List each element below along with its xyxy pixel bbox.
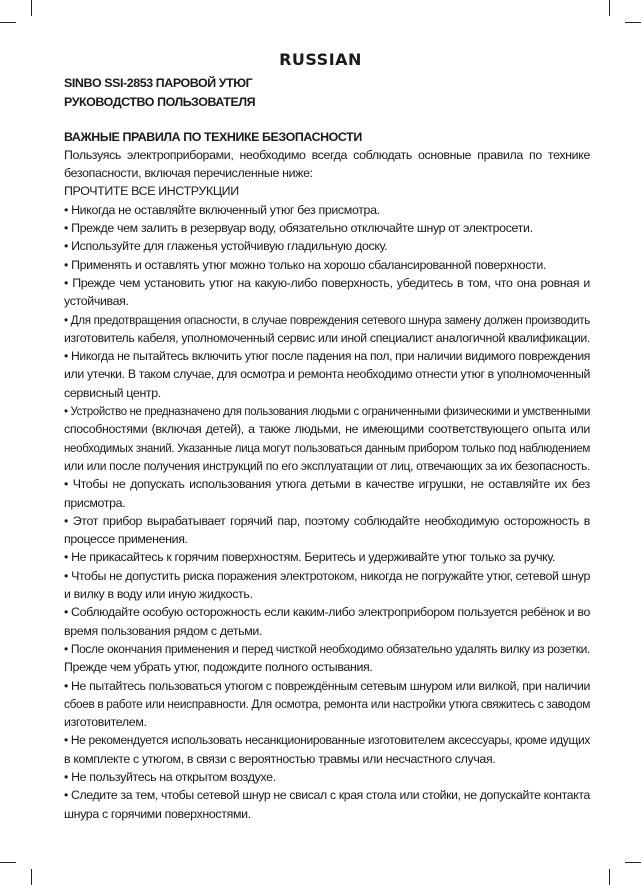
text-line: • Не рекомендуется использовать несанкционированные изготовителем аксессуары, кроме идущих bbox=[64, 733, 590, 748]
text-line: Прежде чем убрать утюг, подождите полного остывания. bbox=[64, 660, 373, 675]
text-line: • Соблюдайте особую осторожность если каким-либо электроприбором пользуется ребёнок и во bbox=[64, 605, 590, 620]
crop-mark bbox=[625, 22, 641, 23]
text-line: • После окончания применения и перед чисткой необходимо обязательно удалять вилку из розетки. bbox=[64, 641, 590, 656]
text-line: • Чтобы не допустить риска поражения электротоком, никогда не погружайте утюг, сетевой шнур bbox=[64, 568, 590, 583]
safety-rule-item bbox=[64, 512, 590, 549]
safety-rule-item bbox=[64, 237, 590, 255]
crop-mark bbox=[609, 869, 610, 885]
text-line: и вилку в воду или иную жидкость. bbox=[64, 587, 253, 602]
section-title: ВАЖНЫЕ ПРАВИЛА ПО ТЕХНИКЕ БЕЗОПАСНОСТИ bbox=[64, 129, 362, 144]
crop-mark bbox=[0, 22, 16, 23]
text-line: • Не пользуйтесь на открытом воздухе. bbox=[64, 769, 276, 784]
text-line: процессе применения. bbox=[64, 532, 188, 547]
text-line: • Устройство не предназначено для пользования людьми с ограниченными физическими и умственными bbox=[64, 404, 590, 419]
safety-rule-item bbox=[64, 201, 590, 219]
intro-paragraph bbox=[64, 182, 590, 200]
text-line: изготовителем. bbox=[64, 715, 147, 730]
text-line: или или после получения инструкций по его эксплуатации от лиц, отвечающих за их безопасность. bbox=[64, 458, 590, 473]
safety-rule-item bbox=[64, 786, 590, 823]
text-line: • Прежде чем установить утюг на какую-либо поверхность, убедитесь в том, что она ровная и bbox=[64, 275, 590, 290]
text-line: шнура с горячими поверхностями. bbox=[64, 806, 251, 821]
safety-rule-item bbox=[64, 219, 590, 237]
text-line: • Никогда не пытайтесь включить утюг после падения на пол, при наличии видимого повреждения bbox=[64, 349, 590, 364]
crop-mark bbox=[0, 862, 16, 863]
text-line: • Этот прибор вырабатывает горячий пар, поэтому соблюдайте необходимую осторожность в bbox=[64, 513, 590, 528]
safety-rule-item bbox=[64, 274, 590, 311]
text-line: способностями (включая детей), а также людьми, не имеющими соответствующего опыта или bbox=[64, 422, 590, 437]
safety-rule-item bbox=[64, 311, 590, 348]
text-line: безопасности, включая перечисленные ниже: bbox=[64, 166, 313, 181]
crop-mark bbox=[625, 862, 641, 863]
product-title: SINBO SSI-2853 ПАРОВОЙ УТЮГ bbox=[64, 76, 253, 90]
safety-rule-item bbox=[64, 402, 590, 475]
safety-rule-item bbox=[64, 768, 590, 786]
text-line: • Используйте для глаженья устойчивую гладильную доску. bbox=[64, 239, 388, 254]
safety-rule-item bbox=[64, 475, 590, 512]
text-line: • Не прикасайтесь к горячим поверхностям. Беритесь и удерживайте утюг только за ручку. bbox=[64, 550, 556, 565]
text-line: • Для предотвращения опасности, в случае повреждения сетевого шнура замену должен производить bbox=[64, 312, 590, 327]
manual-title: РУКОВОДСТВО ПОЛЬЗОВАТЕЛЯ bbox=[64, 95, 256, 110]
text-line: сервисный центр. bbox=[64, 385, 161, 400]
safety-rule-item bbox=[64, 567, 590, 604]
intro-paragraph bbox=[64, 146, 590, 183]
safety-rule-item bbox=[64, 347, 590, 402]
text-line: • Прежде чем залить в резервуар воду, обязательно отключайте шнур от электросети. bbox=[64, 221, 533, 236]
text-line: Пользуясь электроприборами, необходимо всегда соблюдать основные правила по технике bbox=[64, 147, 590, 162]
text-line: или утечки. В таком случае, для осмотра и ремонта необходимо отнести утюг в уполномоченный bbox=[64, 367, 590, 382]
crop-mark bbox=[609, 0, 610, 16]
safety-rule-item bbox=[64, 548, 590, 566]
document-body bbox=[64, 74, 590, 823]
safety-rule-item bbox=[64, 731, 590, 768]
safety-rule-item bbox=[64, 256, 590, 274]
text-line: устойчивая. bbox=[64, 294, 129, 309]
text-line: • Следите за тем, чтобы сетевой шнур не свисал с края стола или стойки, не допускайте контакта bbox=[64, 788, 590, 803]
text-line: ПРОЧТИТЕ ВСЕ ИНСТРУКЦИИ bbox=[64, 184, 239, 199]
safety-rule-item bbox=[64, 603, 590, 640]
text-line: время пользования рядом с детьми. bbox=[64, 623, 263, 638]
crop-mark bbox=[31, 0, 32, 16]
text-line: • Никогда не оставляйте включенный утюг без присмотра. bbox=[64, 202, 380, 217]
text-line: присмотра. bbox=[64, 495, 126, 510]
safety-rule-item bbox=[64, 640, 590, 677]
crop-mark bbox=[31, 869, 32, 885]
text-line: • Чтобы не допускать использования утюга детьми в качестве игрушки, не оставляйте их без bbox=[64, 477, 590, 492]
text-line: в комплекте с утюгом, в связи с вероятностью травмы или несчастного случая. bbox=[64, 751, 496, 766]
page-language-title: RUSSIAN bbox=[279, 50, 362, 69]
text-line: необходимых знаний. Указанные лица могут пользоваться данным прибором только под наблюдением bbox=[64, 440, 590, 455]
safety-rules bbox=[64, 146, 590, 823]
safety-rule-item bbox=[64, 677, 590, 732]
text-line: • Применять и оставлять утюг можно только на хорошо сбалансированной поверхности. bbox=[64, 257, 547, 272]
text-line: • Не пытайтесь пользоваться утюгом с повреждённым сетевым шнуром или вилкой, при наличии bbox=[64, 678, 590, 693]
text-line: сбоев в работе или неисправности. Для осмотра, ремонта или настройки утюга свяжитесь с заводом bbox=[64, 696, 590, 711]
text-line: изготовитель кабеля, уполномоченный сервис или иной специалист аналогичной квалификации. bbox=[64, 330, 590, 345]
